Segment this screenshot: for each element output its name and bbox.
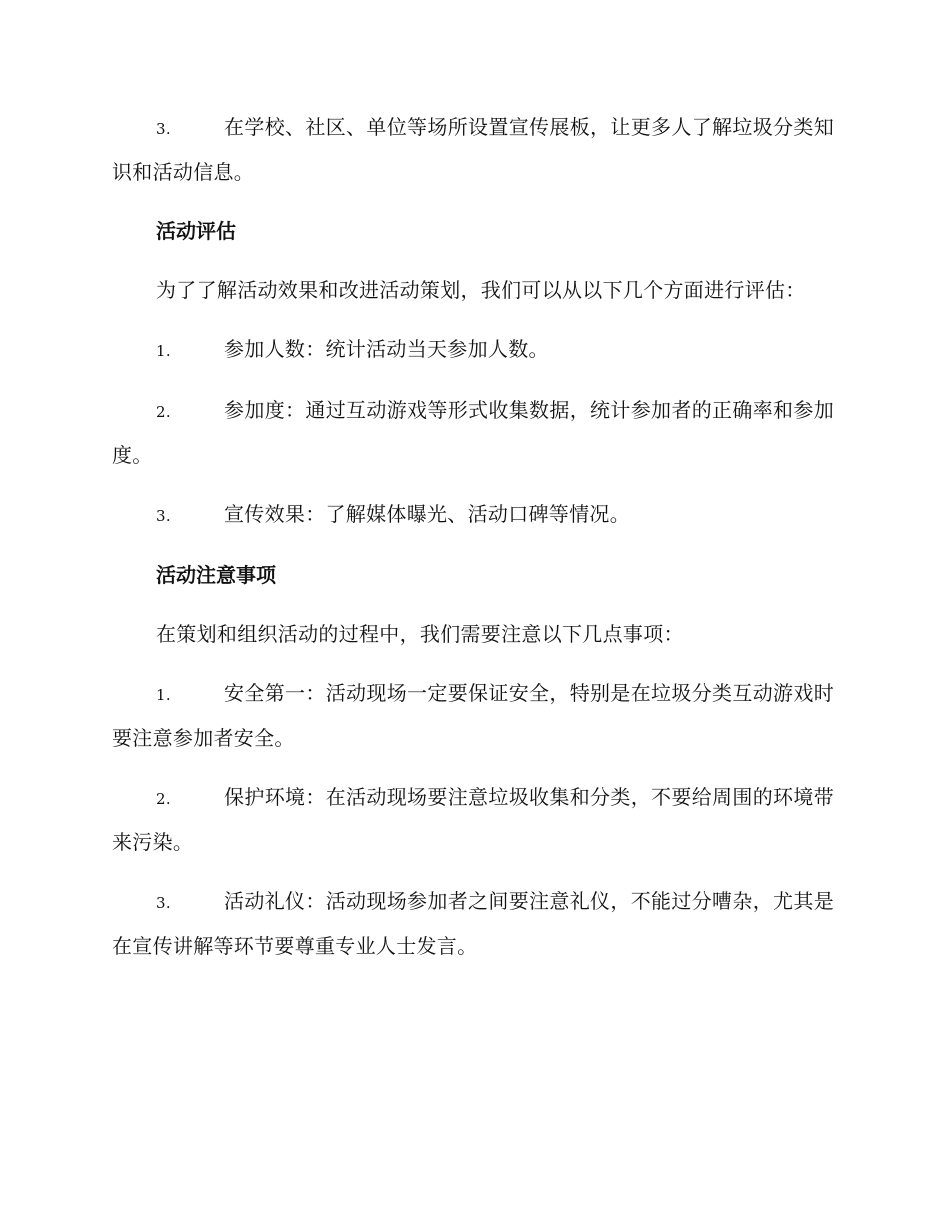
list-item [112,328,834,373]
list-item-text: 在学校、社区、单位等场所设置宣传展板，让更多人了解垃圾分类知识和活动信息。 [112,115,834,184]
list-item-text: 宣传效果：了解媒体曝光、活动口碑等情况。 [224,502,630,526]
list-item [112,106,834,194]
list-number: 2. [156,790,171,808]
list-item [112,672,834,760]
document-page [112,106,834,984]
list-item [112,389,834,477]
list-item [112,880,834,968]
list-number: 1. [156,686,171,704]
list-item-text: 参加人数：统计活动当天参加人数。 [224,337,549,361]
list-number: 1. [156,342,171,360]
list-number: 3. [156,894,171,912]
list-number: 3. [156,507,171,525]
list-item-text: 安全第一：活动现场一定要保证安全，特别是在垃圾分类互动游戏时要注意参加者安全。 [112,681,834,750]
list-number: 2. [156,403,171,421]
list-item-text: 活动礼仪：活动现场参加者之间要注意礼仪，不能过分嘈杂，尤其是在宣传讲解等环节要尊重专业人士发言。 [112,889,834,958]
list-item-text: 参加度：通过互动游戏等形式收集数据，统计参加者的正确率和参加度。 [112,398,834,467]
list-item [112,776,834,864]
list-number: 3. [156,120,171,138]
list-item-text: 保护环境：在活动现场要注意垃圾收集和分类，不要给周围的环境带来污染。 [112,785,834,854]
section-heading-evaluation: 活动评估 [156,219,236,243]
list-item [112,493,834,538]
section-heading-precautions: 活动注意事项 [156,563,276,587]
paragraph: 为了了解活动效果和改进活动策划，我们可以从以下几个方面进行评估： [156,278,806,302]
paragraph: 在策划和组织活动的过程中，我们需要注意以下几点事项： [156,622,684,646]
